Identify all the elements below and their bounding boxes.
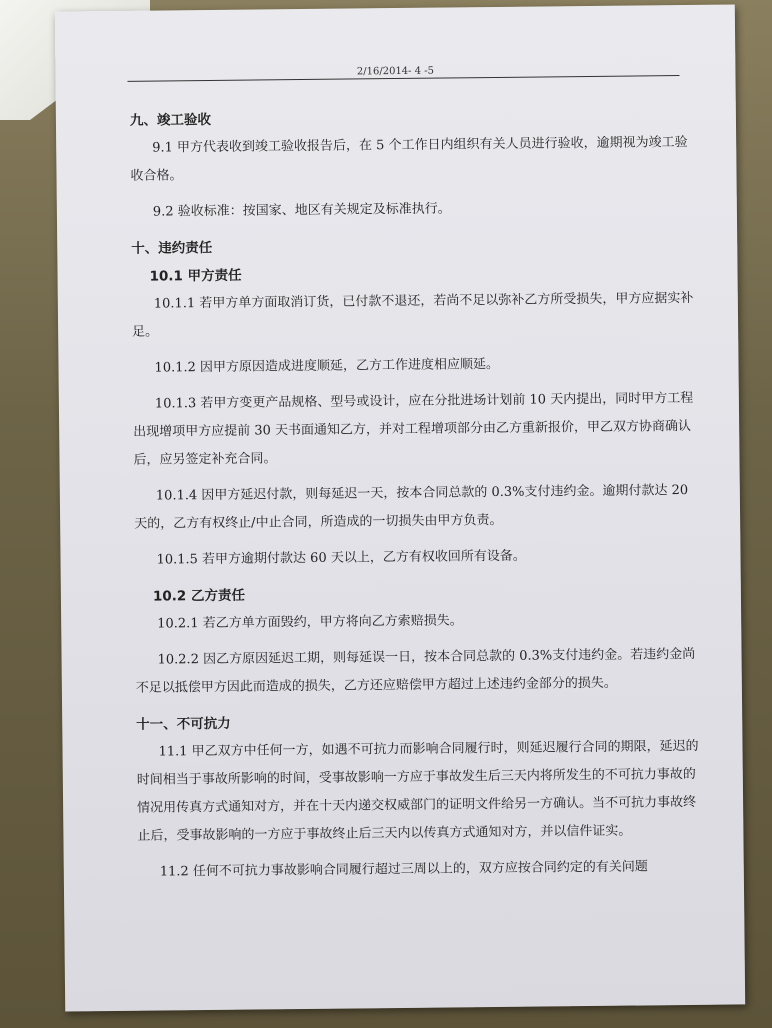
clause-10-1-4: 10.1.4 因甲方延迟付款，则每延迟一天，按本合同总款的 0.3%支付违约金。逾期付款达 20 天的，乙方有权终止/中止合同，所造成的一切损失由甲方负责。 — [134, 482, 689, 532]
clause-9-2: 9.2 验收标准：按国家、地区有关规定及标准执行。 — [152, 201, 451, 220]
clause-10-1-5: 10.1.5 若甲方逾期付款达 60 天以上，乙方有权收回所有设备。 — [156, 548, 526, 568]
section-title-liability: 十、违约责任 — [131, 239, 213, 257]
clause-10-2-2: 10.2.2 因乙方原因延迟工期，则每延误一日，按本合同总款的 0.3%支付违约金。若违约金尚不足以抵偿甲方因此而造成的损失，乙方还应赔偿甲方超过上述违约金部分的损失。 — [135, 646, 696, 696]
clause-10-1-2: 10.1.2 因甲方原因造成进度顺延，乙方工作进度相应顺延。 — [154, 356, 500, 376]
section-title-acceptance: 九、竣工验收 — [129, 111, 212, 129]
page-header-date: 2/16/2014- 4 -5 — [356, 65, 435, 78]
subsection-title-party-a: 10.1 甲方责任 — [149, 267, 242, 285]
clause-10-2-1: 10.2.1 若乙方单方面毁约，甲方将向乙方索赔损失。 — [157, 613, 463, 632]
clause-10-1-1: 10.1.1 若甲方单方面取消订货，已付款不退还，若尚不足以弥补乙方所受损失，甲方应据实补足。 — [132, 290, 694, 340]
subsection-title-party-b: 10.2 乙方责任 — [152, 587, 246, 605]
clause-10-1-3: 10.1.3 若甲方变更产品规格、型号或设计，应在分批进场计划前 10 天内提出，同时甲方工程出现增项甲方应提前 30 天书面通知乙方，并对工程增项部分由乙方重新报价，甲乙双方协商确认后，应另签定补充合同。 — [133, 390, 694, 468]
page-content — [130, 101, 704, 895]
section-title-force-majeure: 十一、不可抗力 — [136, 715, 231, 733]
document-page — [55, 4, 745, 1011]
clause-11-1: 11.1 甲乙双方中任何一方，如遇不可抗力而影响合同履行时，则延迟履行合同的期限，延迟的时间相当于事故所影响的时间，受事故影响一方应于事故发生后三天内将所发生的不可抗力事故的情况用传真方式通知对方，并在十天内递交权威部门的证明文件给另一方确认。当不可抗力事故终止后，受事故影响的一方应于事故终止后三天内以传真方式通知对方，并以信件证实。 — [136, 738, 699, 844]
clause-9-1: 9.1 甲方代表收到竣工验收报告后，在 5 个工作日内组织有关人员进行验收，逾期视为竣工验收合格。 — [130, 134, 688, 184]
clause-11-2: 11.2 任何不可抗力事故影响合同履行超过三周以上的，双方应按合同约定的有关问题 — [159, 859, 648, 880]
